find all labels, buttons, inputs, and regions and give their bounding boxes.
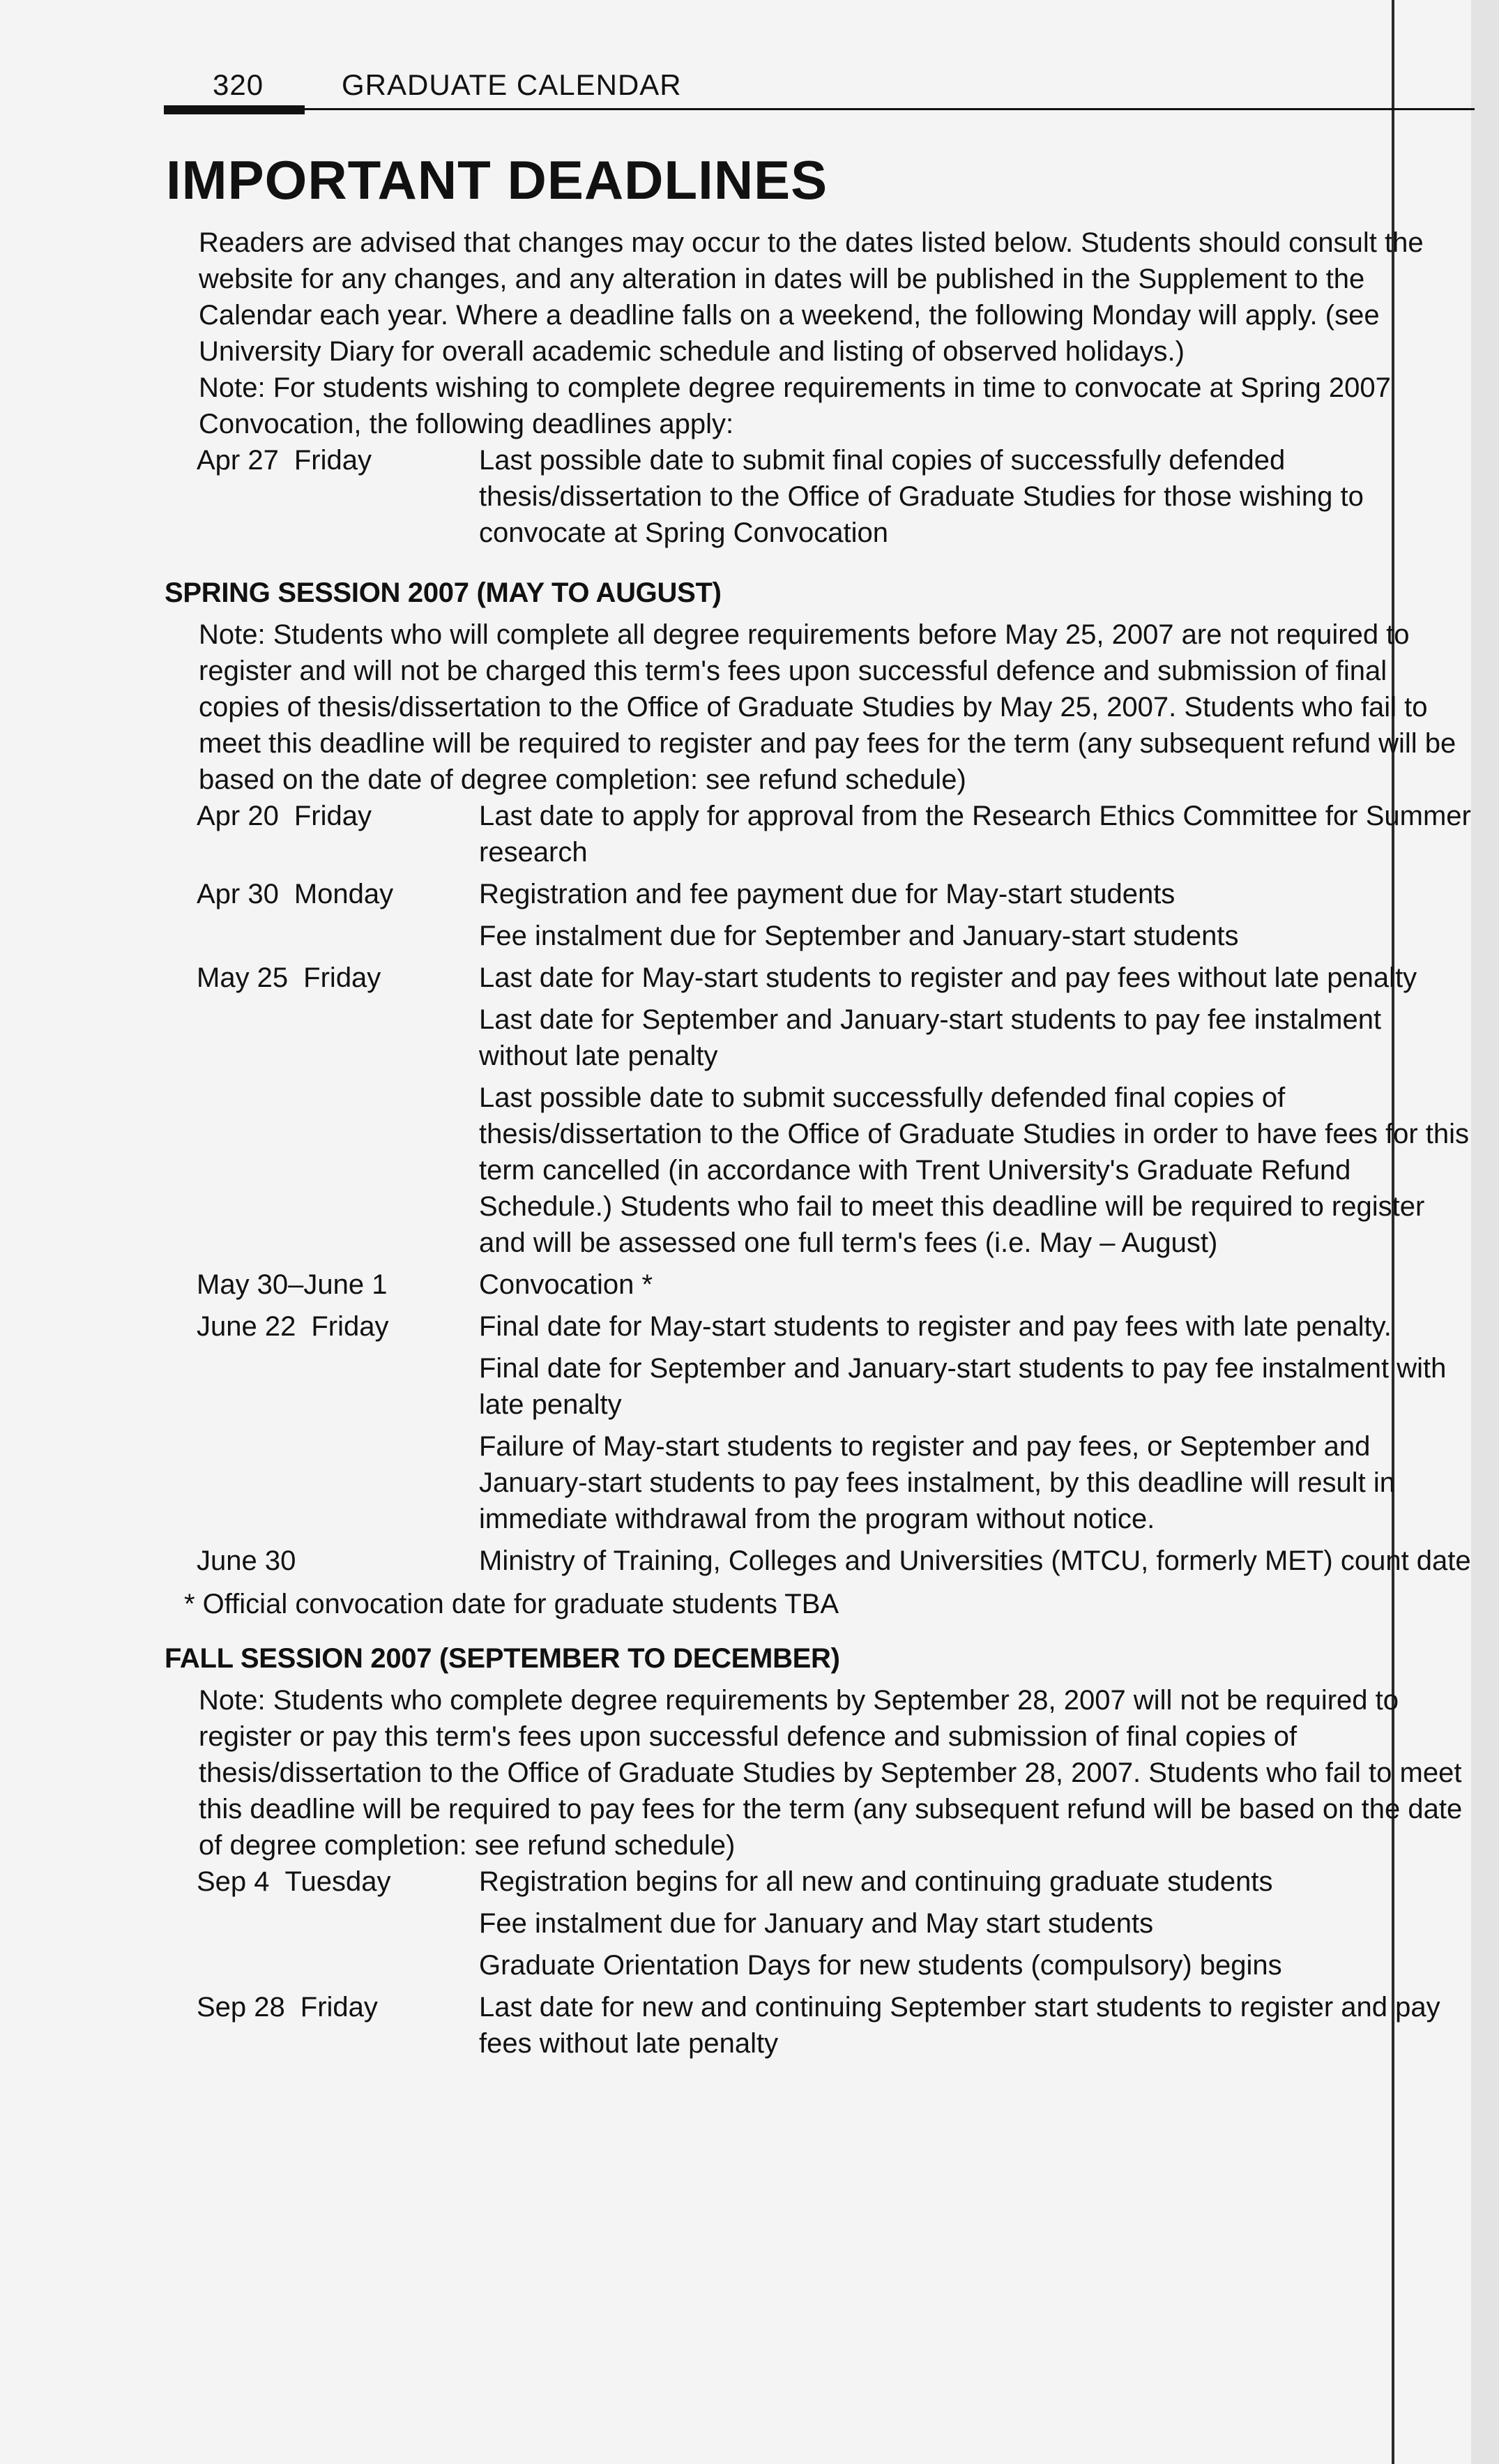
deadline-item: Last date for new and continuing September start students to register and pay fees without late penalty [479, 1992, 1440, 2059]
deadline-entry [197, 1543, 1471, 1585]
deadline-date [197, 1543, 479, 1585]
deadline-description [479, 1989, 1471, 2067]
deadline-entry [197, 1864, 1471, 1989]
deadline-item: Graduate Orientation Days for new students (compulsory) begins [479, 1950, 1282, 1981]
deadline-item: Last possible date to submit final copies of successfully defended thesis/dissertation to the Office of Graduate Studies for those wishing to convocate at Spring Convocation [479, 445, 1364, 548]
deadline-entry [197, 1267, 1471, 1308]
deadline-date [197, 1308, 479, 1543]
deadline-date-text: Apr 27 [197, 445, 279, 476]
deadline-item: Last date to apply for approval from the Research Ethics Committee for Summer research [479, 801, 1471, 868]
deadline-item: Final date for May-start students to register and pay fees with late penalty. [479, 1311, 1392, 1342]
deadline-item: Ministry of Training, Colleges and Universities (MTCU, formerly MET) count date [479, 1545, 1471, 1576]
deadline-date [197, 1989, 479, 2067]
deadline-item: Fee instalment due for January and May start students [479, 1908, 1154, 1939]
deadline-description [479, 876, 1471, 960]
running-title: GRADUATE CALENDAR [342, 68, 682, 101]
page-number: 320 [213, 68, 264, 101]
deadline-date [197, 798, 479, 876]
deadline-item: Last possible date to submit successfully defended final copies of thesis/dissertation to the Office of Graduate Studies in order to have fees for this term cancelled (in accordance with Trent University's Graduate Refund Schedule.) Students who fail to meet this deadline will be required to register and will be assessed one full term's fees (i.e. May – August) [479, 1082, 1470, 1258]
deadline-item: Failure of May-start students to register and pay fees, or September and January-start students to pay fees instalment, by this deadline will result in immediate withdrawal from the program without notice. [479, 1431, 1395, 1534]
deadline-entry [197, 960, 1471, 1267]
deadline-item: Last date for September and January-start students to pay fee instalment without late penalty [479, 1004, 1382, 1071]
deadline-entry [197, 876, 1471, 960]
convocation-deadline-list [160, 442, 1471, 557]
deadline-weekday: Friday [294, 801, 372, 831]
deadlines-content [160, 225, 1471, 2067]
deadline-description [479, 442, 1471, 557]
deadline-entry [197, 442, 1471, 557]
deadline-weekday: Friday [311, 1311, 389, 1342]
deadline-date [197, 876, 479, 960]
deadline-item: Last date for May-start students to register and pay fees without late penalty [479, 962, 1417, 993]
deadline-item: Registration begins for all new and continuing graduate students [479, 1866, 1273, 1897]
deadline-date [197, 442, 479, 557]
deadline-date-text: June 30 [197, 1545, 296, 1576]
deadline-weekday: Monday [294, 879, 394, 909]
convocation-note: Note: For students wishing to complete degree requirements in time to convocate at Spring 2007 Convocation, the following deadlines apply: [199, 372, 1391, 439]
deadline-entry [197, 798, 1471, 876]
deadline-date-text: Apr 30 [197, 879, 279, 909]
deadline-date-text: May 30–June 1 [197, 1269, 388, 1300]
header-bar [164, 105, 305, 114]
deadline-description [479, 1864, 1471, 1989]
deadline-item: Fee instalment due for September and January-start students [479, 921, 1239, 951]
deadline-weekday: Friday [294, 445, 372, 476]
page-title: IMPORTANT DEADLINES [166, 149, 828, 211]
fall-session-note: Note: Students who complete degree requirements by September 28, 2007 will not be required to register or pay this term's fees upon successful defence and submission of final copies of thesis/dissertation to the Office of Graduate Studies by September 28, 2007. Students who fail to meet this deadline will be required to pay fees for the term (any subsequent refund will be based on the date of degree completion: see refund schedule) [199, 1685, 1463, 1861]
deadline-item: Registration and fee payment due for May-start students [479, 879, 1175, 909]
deadline-date-text: Apr 20 [197, 801, 279, 831]
deadline-date [197, 960, 479, 1267]
deadline-description [479, 1543, 1471, 1585]
deadline-date-text: May 25 [197, 962, 289, 993]
deadline-date-text: Sep 28 [197, 1992, 285, 2023]
fall-session-heading: FALL SESSION 2007 (SEPTEMBER TO DECEMBER) [165, 1643, 840, 1674]
intro-paragraph: Readers are advised that changes may occur to the dates listed below. Students should consult the website for any changes, and any alteration in dates will be published in the Supplement to the Calendar each year. Where a deadline falls on a weekend, the following Monday will apply. (see University Diary for overall academic schedule and listing of observed holidays.) [199, 227, 1424, 367]
deadline-date [197, 1864, 479, 1989]
deadline-description [479, 1267, 1471, 1308]
deadline-date-text: June 22 [197, 1311, 296, 1342]
running-header [213, 68, 682, 102]
deadline-date [197, 1267, 479, 1308]
deadline-entry [197, 1308, 1471, 1543]
deadline-description [479, 960, 1471, 1267]
deadline-date-text: Sep 4 [197, 1866, 270, 1897]
deadline-description [479, 798, 1471, 876]
spring-session-note: Note: Students who will complete all degree requirements before May 25, 2007 are not required to register and will not be charged this term's fees upon successful defence and submission of final copies of thesis/dissertation to the Office of Graduate Studies by May 25, 2007. Students who fail to meet this deadline will be required to register and pay fees for the term (any subsequent refund will be based on the date of degree completion: see refund schedule) [199, 619, 1456, 795]
header-rule [164, 108, 1475, 110]
deadline-entry [197, 1989, 1471, 2067]
deadline-item: Convocation * [479, 1269, 653, 1300]
deadline-description [479, 1308, 1471, 1543]
spring-deadline-list [160, 798, 1471, 1585]
deadline-item: Final date for September and January-start students to pay fee instalment with late penalty [479, 1353, 1447, 1420]
deadline-weekday: Friday [300, 1992, 378, 2023]
page-edge-shadow [1471, 0, 1499, 2464]
deadline-weekday: Friday [303, 962, 381, 993]
convocation-footnote: * Official convocation date for graduate students TBA [184, 1589, 839, 1619]
deadline-weekday: Tuesday [284, 1866, 391, 1897]
spring-session-heading: SPRING SESSION 2007 (MAY TO AUGUST) [165, 577, 722, 608]
fall-deadline-list [160, 1864, 1471, 2067]
